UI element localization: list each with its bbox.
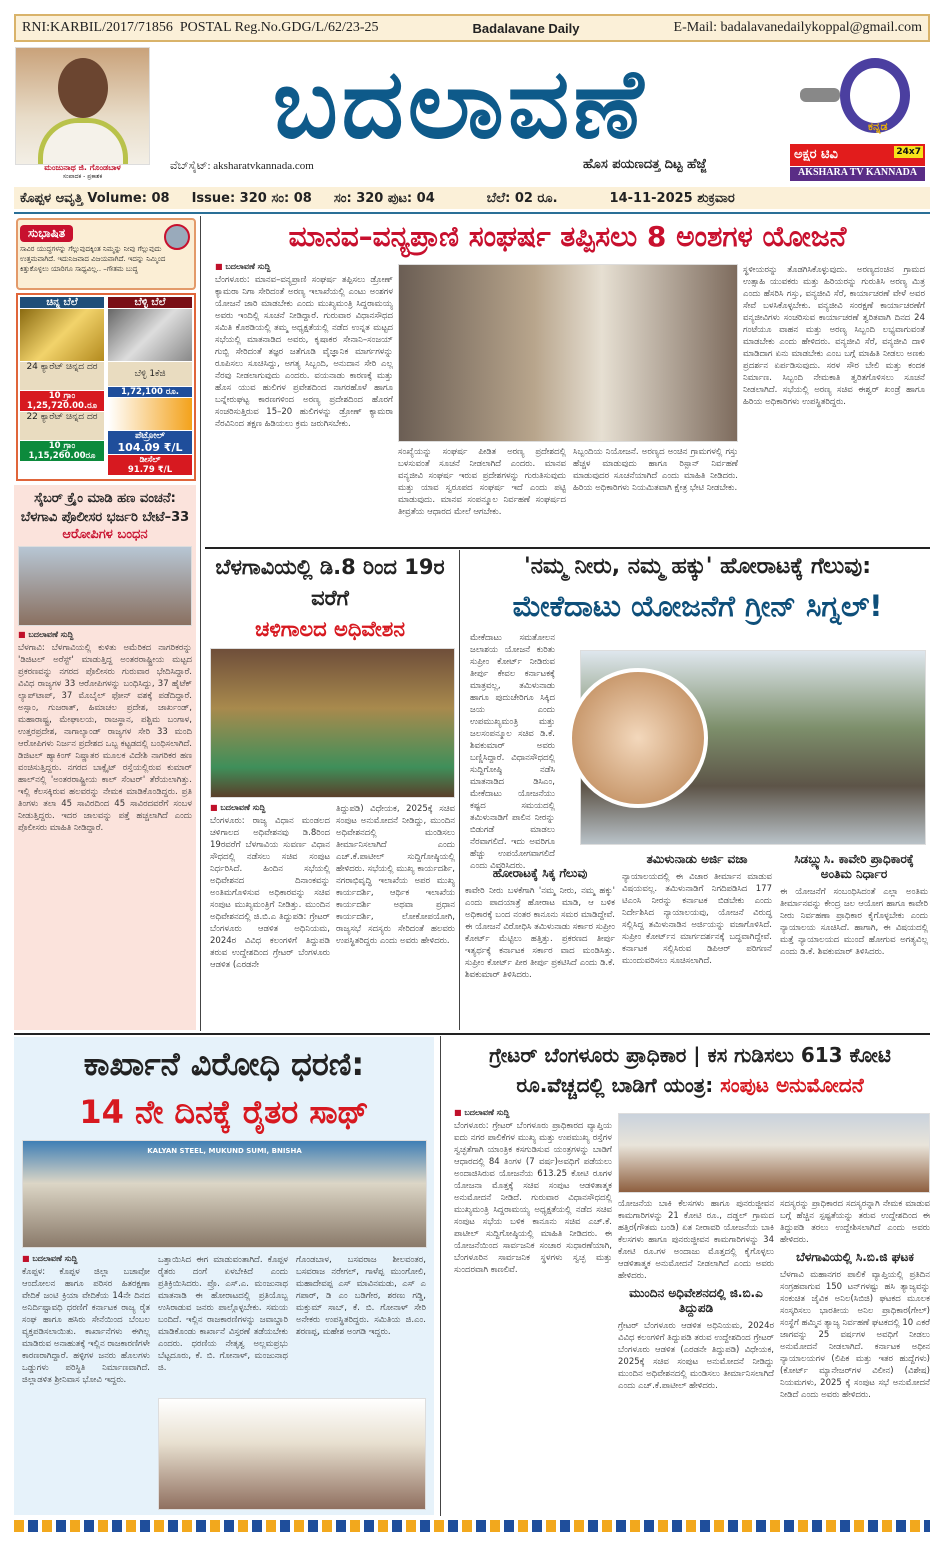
headline: ಸೈಬರ್ ಕ್ರೈಂ ಮಾಡಿ ಹಣ ವಂಚನೆ: ಬೆಳಗಾವಿ ಪೊಲೀಸರ ಭರ್ಜರಿ ಬೇಟೆ–33 xyxy=(20,491,190,525)
gba-headline: ಗ್ರೇಟರ್ ಬೆಂಗಳೂರು ಪ್ರಾಧಿಕಾರ | ಕಸ ಗುಡಿಸಲು 613 ಕೋಟಿ ರೂ.ವೆಚ್ಚದಲ್ಲಿ ಬಾಡಿಗೆ ಯಂತ್ರ: ಸಂಪುಟ ಅನುಮೋದನೆ xyxy=(489,1043,891,1097)
divider xyxy=(14,212,930,214)
mekedatu-headline: ಮೇಕೆದಾಟು ಯೋಜನೆಗೆ ಗ್ರೀನ್ ಸಿಗ್ನಲ್! xyxy=(512,589,883,623)
cabinet-meeting-photo xyxy=(618,1113,930,1193)
protest-photo: KALYAN STEEL, MUKUND SUMI, BNISHA xyxy=(22,1140,427,1248)
fuel-pump-icon xyxy=(108,398,192,430)
mekedatu-kicker: 'ನಮ್ಮ ನೀರು, ನಮ್ಮ ಹಕ್ಕು' ಹೋರಾಟಕ್ಕೆ ಗೆಲುವು: xyxy=(523,554,872,579)
buddha-icon xyxy=(164,224,190,250)
top-strip xyxy=(14,14,930,42)
price: ಬೆಲೆ: 02 ರೂ. xyxy=(486,190,558,206)
cyber-crime-story: ಸೈಬರ್ ಕ್ರೈಂ ಮಾಡಿ ಹಣ ವಂಚನೆ: ಬೆಳಗಾವಿ ಪೊಲೀಸರ ಭರ್ಜರಿ ಬೇಟೆ–33 ಆರೋಪಿಗಳ ಬಂಧನ ■ ಬದಲಾವಣೆ ಸುದ್ದಿ ಬೆಳಗಾವಿ: ಬೆಳಗಾವಿಯಲ್ಲಿ ಕುಳಿತು ಅಮೆರಿಕದ ನಾಗರಿಕರನ್ನು 'ಡಿಜಿಟಲ್ ಅರೆಸ್ಟ್' ಮಾಡುತ್ತಿದ್ದ ಅಂತರರಾಷ್ಟ್ರೀಯ ಮಟ್ಟದ ಪ್ರಕರಣವನ್ನು ನಗರದ ಪೊಲೀಸರು ಗುರುವಾರ ಭೇದಿಸಿದ್ದಾರೆ. ವಿವಿಧ ರಾಜ್ಯಗಳ 33 ಆರೋಪಿಗಳನ್ನು ಬಂಧಿಸಿದ್ದು, 37 ಹೈಟೆಕ್ ಲ್ಯಾಪ್‌ಟಾಪ್, 37 ಮೊಬೈಲ್ ಫೋನ್ ವಶಕ್ಕೆ ಪಡೆದಿದ್ದಾರೆ. ಅಸ್ಸಾಂ, ಗುಜರಾತ್, ಹಿಮಾಚಲ ಪ್ರದೇಶ, ಜಾರ್ಖಂಡ್, ಮಹಾರಾಷ್ಟ್ರ, ಮೇಘಾಲಯ, ರಾಜಸ್ಥಾನ, ಪಶ್ಚಿಮ ಬಂಗಾಳ, ಉತ್ತರಪ್ರದೇಶ, ನಾಗಾಲ್ಯಾಂಡ್ ರಾಜ್ಯಗಳ ಸೇರಿ 33 ಮಂದಿ ಆರೋಪಿಗಳು ನಿರ್ಜನ ಪ್ರದೇಶದ ಒಬ್ಬ ಕಟ್ಟಡದಲ್ಲಿ ಬಂಧಿಸಲಾಗಿದೆ. ಡಿಜಿಟಲ್ ಹ್ಯಾಕಿಂಗ್ ನಿಷ್ಣಾತರ ಮೂಲಕ ವಿದೇಶಿ ನಾಗರಿಕರ ಹಣ ವಂಚಿಸುತ್ತಿದ್ದರು. ನಗರದ ಬಾಕ್ಸೈಟ್ ರಸ್ತೆಯಲ್ಲಿರುವ ಕುಮಾರ್ ಹಾಲ್‌ನಲ್ಲಿ 'ಅಂತರರಾಷ್ಟ್ರೀಯ ಕಾಲ್ ಸೆಂಟರ್' ತೆರೆಯಲಾಗಿತ್ತು. ಇಲ್ಲಿ ಕೆಲಸಕ್ಕಿರುವ ಹಲವರನ್ನು ನೇಮಕ ಮಾಡಿಕೊಂಡಿದ್ದರು. ಪ್ರತಿ ತಿಂಗಳು ತಲಾ 45 ಸಾವಿರದಿಂದ 45 ಸಾವಿರದವರೆಗೆ ಸಂಬಳ ನೀಡುತ್ತಿದ್ದರು. ಇದರ ಜಾಲವನ್ನು ಪತ್ತೆ ಹಚ್ಚಲಾಗಿದೆ ಎಂದು ಪೊಲೀಸರು ಮಾಹಿತಿ ನೀಡಿದ್ದಾರೆ. xyxy=(14,485,196,1030)
paper-english-name: Badalavane Daily xyxy=(472,20,580,36)
page-number: ಸಂ: 320 ಪುಟ: 04 xyxy=(333,190,435,206)
session-story: ಬೆಳಗಾವಿಯಲ್ಲಿ ಡಿ.8 ರಿಂದ 19ರ ವರೆಗೆ ಚಳಿಗಾಲದ ಅಧಿವೇಶನ xyxy=(215,555,445,641)
issue-info-bar xyxy=(14,187,930,209)
silver-value: 1,72,100 ರೂ. xyxy=(108,387,192,397)
decorative-border xyxy=(14,1520,930,1532)
subhashita-box: ಸುಭಾಷಿತ ಸಾವಿರ ಯುದ್ಧಗಳನ್ನು ಗೆಲ್ಲುವುದಕ್ಕಿಂತ ನಿಮ್ಮನ್ನು ನೀವು ಗೆಲ್ಲುವುದು ಉತ್ತಮವಾಗಿದೆ. ಇದುನಿಜವಾದ ವಿಜಯವಾಗಿದೆ. ಇದನ್ನು ನಿಮ್ಮಿಂದ ಕಿತ್ತುಕೊಳ್ಳಲು ಯಾರಿಗೂ ಸಾಧ್ಯವಿಲ್ಲ.. –ಗೌತಮ ಬುದ್ಧ xyxy=(16,218,196,290)
masthead-title: ಬದಲಾವಣೆ xyxy=(272,48,648,160)
tagline: ಹೊಸ ಪಯಣದತ್ತ ದಿಟ್ಟ ಹೆಜ್ಜೆ xyxy=(583,157,707,172)
diesel-value: 91.79 ₹/L xyxy=(127,465,173,475)
police-photo xyxy=(18,546,192,626)
sit-in-photo xyxy=(158,1398,426,1510)
gold22-value: 1,15,260.00ರೂ xyxy=(28,451,96,461)
issue-number: Issue: 320 ಸಂ: 08 xyxy=(191,190,312,206)
gold-image xyxy=(20,309,104,361)
editor-caption: ಮಂಜುನಾಥ ಜಿ. ಗೊಂಡಬಾಳ ಸಂಪಾದಕ - ಪ್ರಕಾಶಕ xyxy=(44,163,121,180)
assembly-photo xyxy=(210,648,455,798)
petrol-value: 104.09 ₹/L xyxy=(117,441,183,454)
email-text: E-Mail: badalavanedailykoppal@gmail.com xyxy=(673,20,922,35)
lead-headline: ಮಾನವ–ವನ್ಯಪ್ರಾಣಿ ಸಂಘರ್ಷ ತಪ್ಪಿಸಲು 8 ಅಂಶಗಳ ಯೋಜನೆ xyxy=(288,220,847,253)
rni-number: RNI:KARBIL/2017/71856 POSTAL Reg.No.GDG/L/62/23-25 xyxy=(22,20,379,35)
website-text: ವೆಬ್‌ಸೈಟ್: aksharatvkannada.com xyxy=(170,160,314,172)
cm-meeting-photo xyxy=(398,264,738,442)
gold24-value: 1,25,720.00.ರೂ xyxy=(26,401,98,411)
editor-photo xyxy=(15,47,150,165)
dk-shivakumar-photo xyxy=(568,668,708,808)
date: 14-11-2025 ಶುಕ್ರವಾರ xyxy=(609,190,735,206)
silver-image xyxy=(108,309,192,361)
price-box: ಚಿನ್ನ ಬೆಲೆ 24 ಕ್ಯಾರೆಟ್ ಚಿನ್ನದ ದರ 10 ಗ್ರಾಂ 1,25,720.00.ರೂ 22 ಕ್ಯಾರೆಟ್ ಚಿನ್ನದ ದರ 10 ಗ್ರಾಂ 1,15,260.00ರೂ ಬೆಳ್ಳಿ ಬೆಲೆ ಬೆಳ್ಳಿ 1ಕೆಜಿ 1,72,100 ರೂ. ಪೆಟ್ರೋಲ್ 104.09 ₹/L ಡೀಸೆಲ್ 91.79 ₹/L xyxy=(16,293,196,481)
edition: ಕೊಪ್ಪಳ ಆವೃತ್ತಿ Volume: 08 xyxy=(20,190,170,206)
akshara-tv-logo: ಕನ್ನಡ ಅಕ್ಷರ ಟಿವಿ 24x7 AKSHARA TV KANNADA xyxy=(790,50,925,182)
